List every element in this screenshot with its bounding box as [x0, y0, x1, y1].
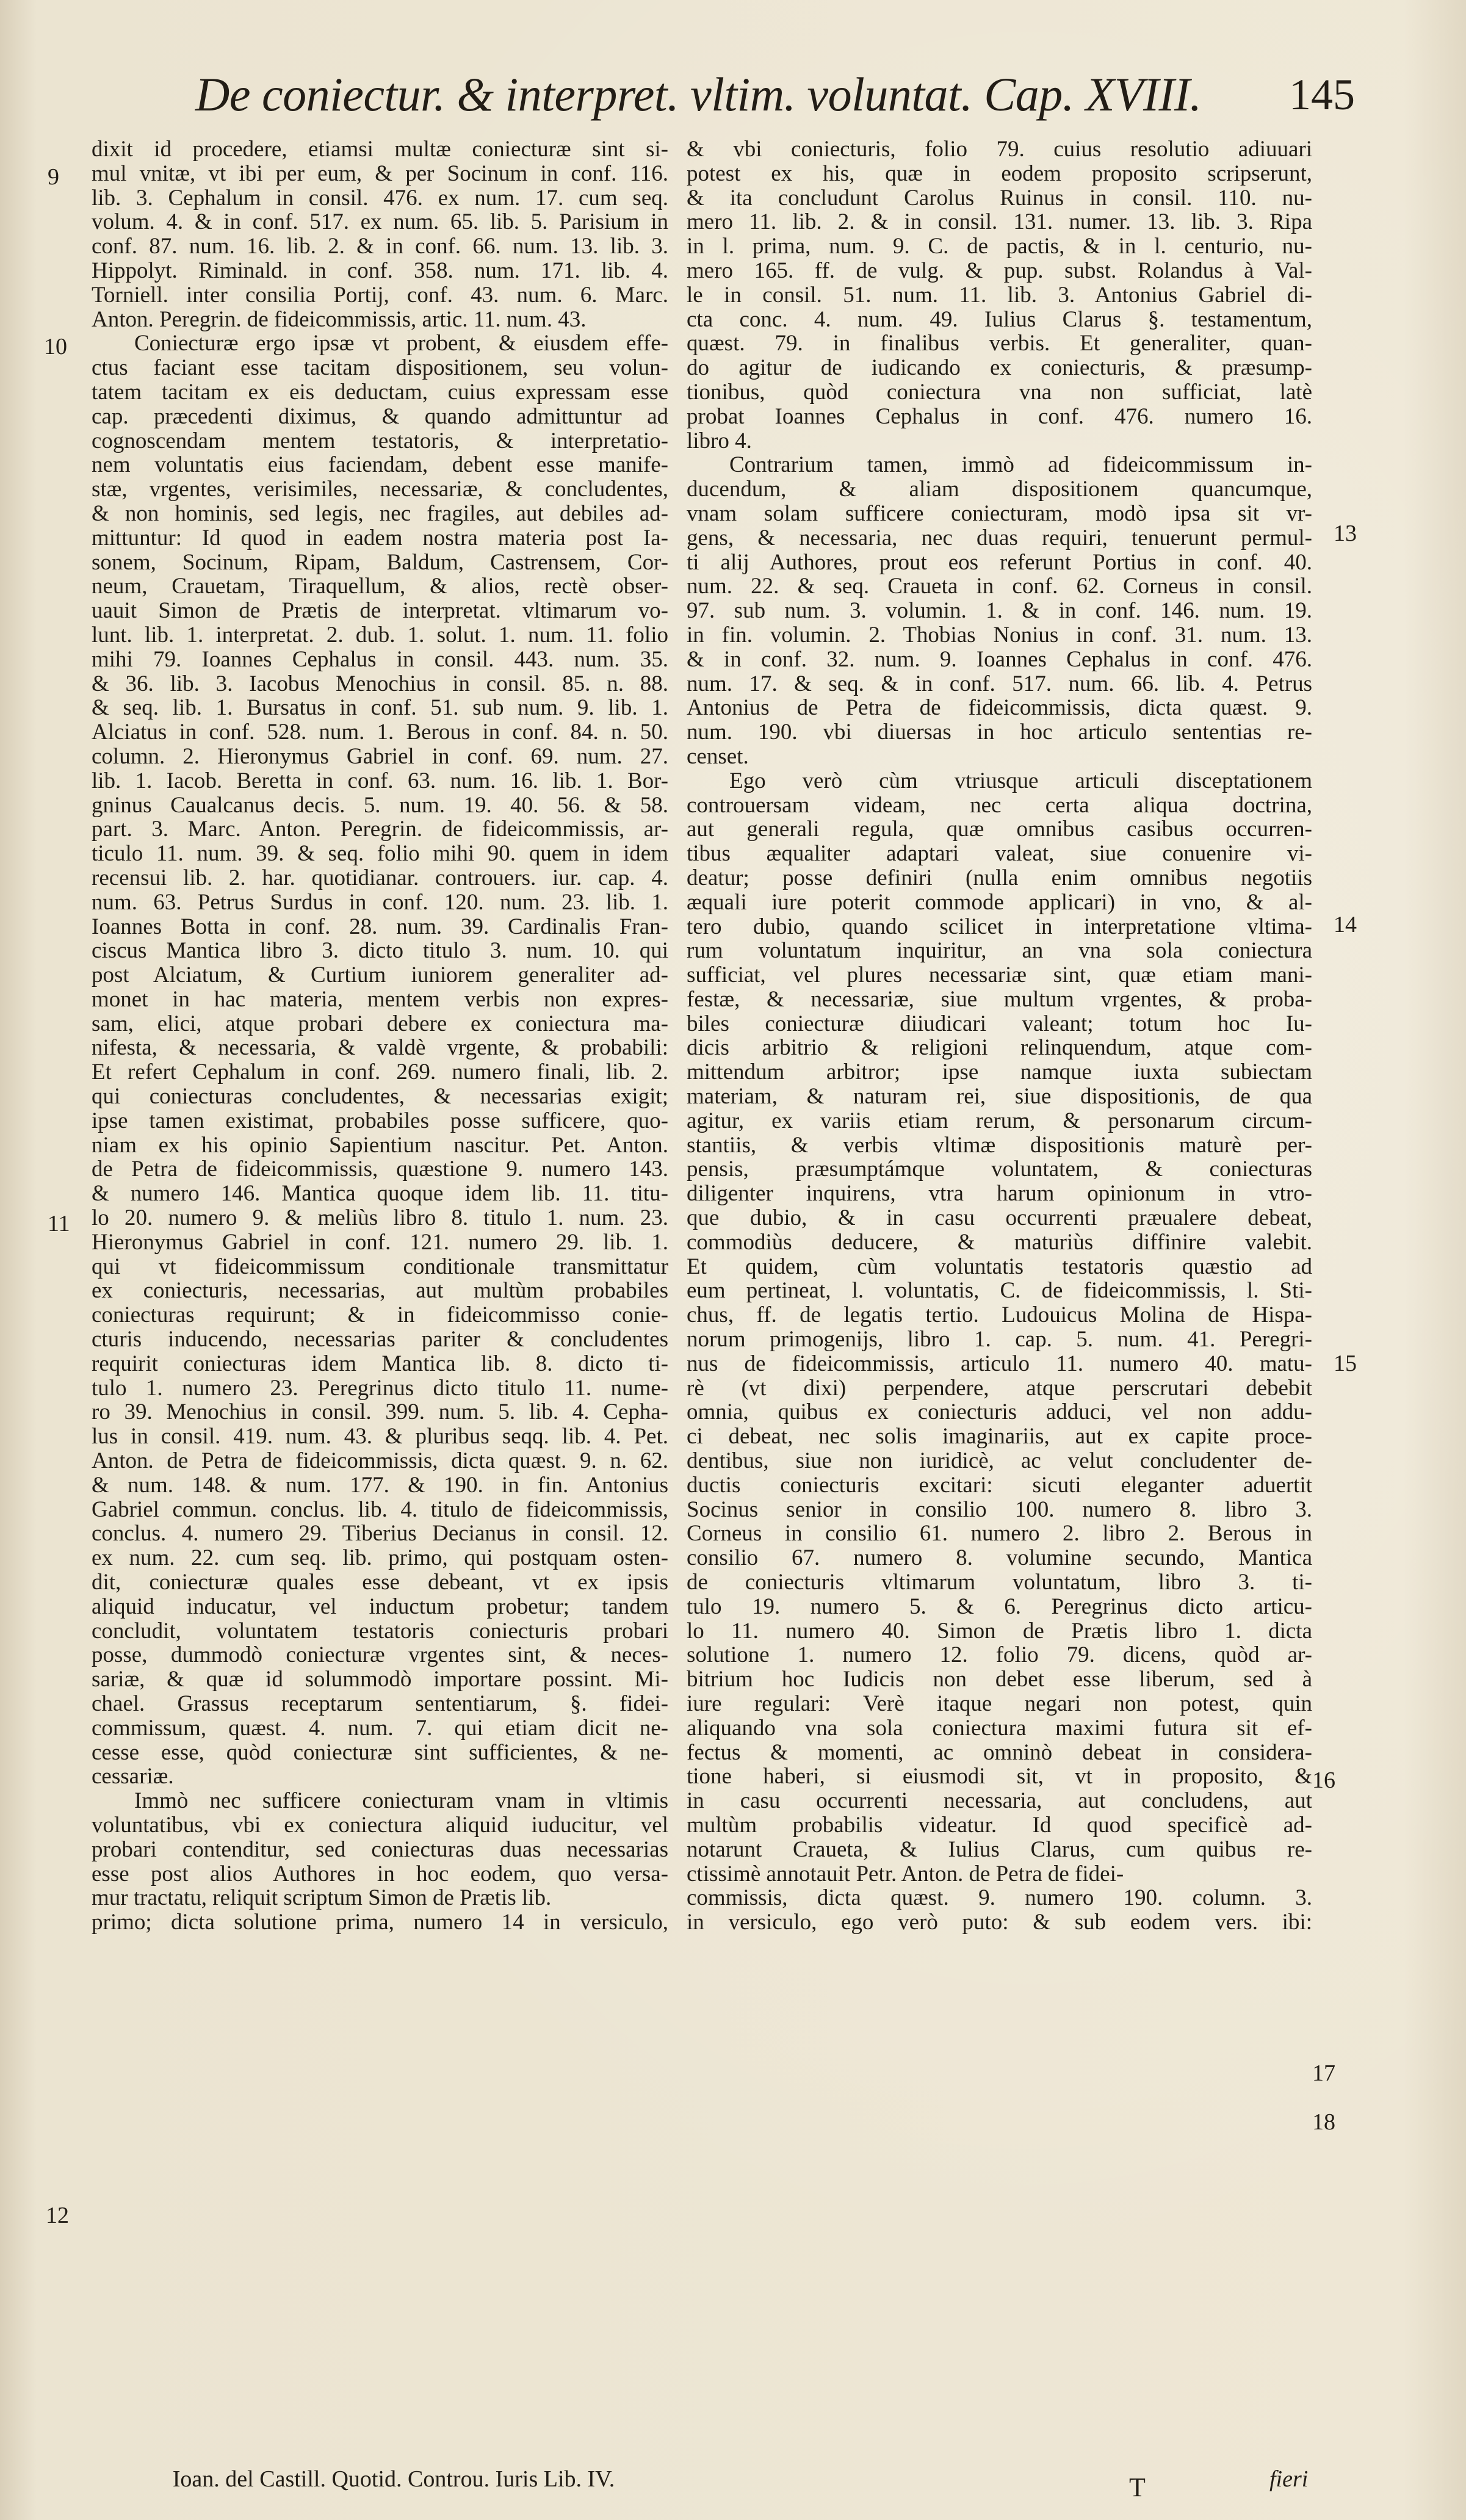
text-line: ex coniecturis, necessarias, aut multùm probabiles [92, 1278, 668, 1304]
text-line: ctissimè annotauit Petr. Anton. de Petra de fidei- [687, 1861, 1124, 1886]
text-line: cap. præcedenti diximus, & quando admittuntur ad [92, 403, 668, 429]
text-line: ex num. 22. cum seq. lib. primo, qui postquam osten- [92, 1545, 668, 1571]
text-line: nifesta, & necessaria, & valdè vrgente, & probabili: [92, 1035, 668, 1061]
text-line: uauit Simon de Prætis de interpretat. vltimarum vo- [92, 598, 668, 624]
catchline: Ioan. del Castill. Quotid. Controu. Iuris Lib. IV. [172, 2466, 615, 2492]
text-line: Ego verò cùm vtriusque articuli disceptationem [729, 768, 1312, 793]
text-line: primo; dicta solutione prima, numero 14 in versiculo, [92, 1910, 668, 1935]
text-line: censet. [687, 743, 749, 769]
text-line: multùm probabilis videatur. Id quod specificè ad- [687, 1812, 1312, 1838]
text-line: mur tractatu, reliquit scriptum Simon de Prætis lib. [92, 1885, 552, 1911]
text-line: le in consil. 51. num. 11. lib. 3. Antonius Gabriel di- [687, 282, 1312, 308]
text-line: Ioannes Botta in conf. 28. num. 39. Cardinalis Fran- [92, 914, 668, 939]
text-line: rum voluntatum inquiritur, an vna sola coniectura [687, 938, 1312, 964]
text-line: cognoscendam mentem testatoris, & interpretatio- [92, 428, 668, 453]
text-line: conf. 87. num. 16. lib. 2. & in conf. 66. num. 13. lib. 3. [92, 234, 668, 259]
text-line: de coniecturis vltimarum voluntatum, libro 3. ti- [687, 1570, 1312, 1595]
text-line: lus in consil. 419. num. 43. & pluribus seqq. lib. 4. Pet. [92, 1424, 668, 1450]
text-line: sam, elici, atque probari debere ex coniectura ma- [92, 1011, 668, 1036]
text-line: dentibus, siue non iuridicè, ac velut concludenter de- [687, 1448, 1312, 1474]
text-line: tero dubio, quando scilicet in interpretatione vltima- [687, 914, 1312, 939]
text-line: Anton. de Petra de fideicommissis, dicta quæst. 9. n. 62. [92, 1448, 668, 1474]
text-line: tulo 1. numero 23. Peregrinus dicto titulo 11. nume- [92, 1375, 668, 1401]
text-line: probari contenditur, sed coniecturas duas necessarias [92, 1836, 668, 1862]
text-line: eum pertineat, l. voluntatis, C. de fideicommissis, l. Sti- [687, 1278, 1312, 1304]
text-line: in fin. volumin. 2. Thobias Nonius in conf. 31. num. 13. [687, 622, 1312, 648]
text-line: stantiis, & verbis vltimæ dispositionis maturè per- [687, 1132, 1312, 1158]
text-line: rè (vt dixi) perpendere, atque perscrutari debebit [687, 1375, 1312, 1401]
text-line: tionibus, quòd coniectura vna non sufficiat, latè [687, 379, 1312, 405]
text-line: recensui lib. 2. har. quotidianar. controuers. iur. cap. 4. [92, 865, 668, 890]
text-line: nus de fideicommissis, articulo 11. numero 40. matu- [687, 1351, 1312, 1376]
text-line: libro 4. [687, 428, 752, 453]
margin-number-9: 9 [48, 164, 59, 190]
text-line: ctus faciant esse tacitam dispositionem, seu volun- [92, 355, 668, 381]
text-line: conclus. 4. numero 29. Tiberius Decianus in consil. 12. [92, 1521, 668, 1547]
text-line: stæ, vrgentes, verisimiles, necessariæ, & concludentes, [92, 477, 668, 502]
text-line: de Petra de fideicommissis, quæstione 9. numero 143. [92, 1157, 668, 1182]
text-line: tulo 19. numero 5. & 6. Peregrinus dicto articu- [687, 1594, 1312, 1619]
text-line: Anton. Peregrin. de fideicommissis, artic. 11. num. 43. [92, 306, 587, 332]
text-line: Torniell. inter consilia Portij, conf. 43. num. 6. Marc. [92, 282, 668, 308]
text-line: ti alij Authores, prout eos referunt Portius in conf. 40. [687, 549, 1312, 575]
text-line: dixit id procedere, etiamsi multæ coniecturæ sint si- [92, 137, 668, 162]
text-line: lib. 1. Iacob. Beretta in conf. 63. num. 16. lib. 1. Bor- [92, 768, 668, 793]
signature-mark: T [1129, 2472, 1146, 2502]
text-line: chus, ff. de legatis tertio. Ludouicus Molina de Hispa- [687, 1302, 1312, 1328]
text-line: coniecturas requirunt; & in fideicommisso conie- [92, 1302, 668, 1328]
text-line: column. 2. Hieronymus Gabriel in conf. 69. num. 27. [92, 743, 668, 769]
text-line: dicis arbitrio & religioni relinquendum, atque com- [687, 1035, 1312, 1061]
text-line: ipse tamen existimat, probabiles posse sufficere, quo- [92, 1108, 668, 1133]
text-line: gninus Caualcanus decis. 5. num. 19. 40. 56. & 58. [92, 792, 668, 818]
text-line: Corneus in consilio 61. numero 2. libro 2. Berous in [687, 1521, 1312, 1547]
text-line: num. 190. vbi diuersas in hoc articulo sententias re- [687, 720, 1312, 745]
text-line: solutione 1. numero 12. folio 79. dicens, quòd ar- [687, 1642, 1312, 1668]
text-line: lo 11. numero 40. Simon de Prætis libro 1. dicta [687, 1618, 1312, 1644]
text-line: sufficiat, vel plures necessariæ sint, quæ etiam mani- [687, 962, 1312, 988]
text-line: Alciatus in conf. 528. num. 1. Berous in conf. 84. n. 50. [92, 720, 668, 745]
text-line: Coniecturæ ergo ipsæ vt probent, & eiusdem effe- [134, 331, 668, 356]
text-line: Socinus senior in consilio 100. numero 8. libro 3. [687, 1496, 1312, 1522]
text-line: do agitur de iudicando ex coniecturis, & præsump- [687, 355, 1312, 381]
text-line: notarunt Craueta, & Iulius Clarus, cum quibus re- [687, 1836, 1312, 1862]
text-line: cta conc. 4. num. 49. Iulius Clarus §. testamentum, [687, 306, 1312, 332]
text-line: tione haberi, si eiusmodi sit, vt in proposito, & [687, 1764, 1312, 1789]
text-line: in casu occurrenti necessaria, aut concludens, aut [687, 1788, 1312, 1814]
text-line: & seq. lib. 1. Bursatus in conf. 51. sub num. 9. lib. 1. [92, 695, 668, 721]
text-line: æquali iure poterit commode applicari) in vno, & al- [687, 889, 1312, 915]
text-line: requirit coniecturas idem Mantica lib. 8. dicto ti- [92, 1351, 668, 1376]
text-line: monet in hac materia, mentem verbis non expres- [92, 986, 668, 1012]
text-line: agitur, ex variis etiam rerum, & personarum circum- [687, 1108, 1312, 1133]
text-line: mihi 79. Ioannes Cephalus in consil. 443. num. 35. [92, 646, 668, 672]
text-line: mittendum arbitror; ipse namque iuxta subiectam [687, 1060, 1312, 1085]
text-line: nem voluntatis eius faciendam, debent esse manife- [92, 452, 668, 478]
margin-number-10: 10 [44, 334, 67, 359]
running-title: De coniectur. & interpret. vltim. voluntat. Cap. XVIII. [195, 68, 1202, 121]
margin-number-11: 11 [48, 1211, 70, 1237]
catchword: fieri [1269, 2466, 1309, 2492]
text-line: cessariæ. [92, 1764, 174, 1789]
text-line: mero 165. ff. de vulg. & pup. subst. Rolandus à Val- [687, 258, 1312, 283]
text-line: que dubio, & in casu occurrenti præualere debeat, [687, 1205, 1312, 1231]
text-line: deatur; posse definiri (nulla enim omnibus negotiis [687, 865, 1312, 890]
margin-number-17: 17 [1312, 2060, 1335, 2086]
text-line: lunt. lib. 1. interpretat. 2. dub. 1. solut. 1. num. 11. folio [92, 622, 668, 648]
margin-number-12: 12 [46, 2203, 69, 2228]
text-line: mero 11. lib. 2. & in consil. 131. numer. 13. lib. 3. Ripa [687, 209, 1312, 235]
text-line: Immò nec sufficere coniecturam vnam in vltimis [134, 1788, 668, 1814]
text-line: aut generali regula, quæ omnibus casibus occurren- [687, 817, 1312, 842]
text-line: Gabriel commun. conclus. lib. 4. titulo de fideicommissis, [92, 1496, 668, 1522]
text-line: cesse esse, quòd coniecturæ sint sufficientes, & ne- [92, 1739, 668, 1765]
text-line: & in conf. 32. num. 9. Ioannes Cephalus in conf. 476. [687, 646, 1312, 672]
text-line: mul vnitæ, vt ibi per eum, & per Socinum in conf. 116. [92, 161, 668, 186]
text-line: fectus & momenti, ac omninò debeat in considera- [687, 1739, 1312, 1765]
text-line: num. 63. Petrus Surdus in conf. 120. num. 23. lib. 1. [92, 889, 668, 915]
text-line: & vbi coniecturis, folio 79. cuius resolutio adiuuari [687, 137, 1312, 162]
text-line: vnam solam sufficere coniecturam, modò ipsa sit vr- [687, 500, 1312, 526]
text-line: sariæ, & quæ id solummodò importare possint. Mi- [92, 1667, 668, 1692]
text-line: chael. Grassus receptarum sententiarum, §. fidei- [92, 1691, 668, 1716]
text-line: post Alciatum, & Curtium iuniorem generaliter ad- [92, 962, 668, 988]
page-header [195, 67, 1355, 134]
text-line: tatem tacitam ex eis deductam, cuius expressam esse [92, 379, 668, 405]
text-line: Hieronymus Gabriel in conf. 121. numero 29. lib. 1. [92, 1229, 668, 1255]
text-line: tibus æqualiter adaptari valeat, siue conuenire vi- [687, 841, 1312, 867]
margin-number-16: 16 [1312, 1767, 1335, 1793]
text-line: commissum, quæst. 4. num. 7. qui etiam dicit ne- [92, 1715, 668, 1741]
text-line: ductis coniecturis excitari: sicuti eleganter aduertit [687, 1472, 1312, 1498]
text-line: quæst. 79. in finalibus verbis. Et generaliter, quan- [687, 331, 1312, 356]
text-line: neum, Crauetam, Tiraquellum, & alios, rectè obser- [92, 574, 668, 599]
text-line: diligenter inquirens, vtra harum opinionum in vtro- [687, 1181, 1312, 1207]
text-line: dit, coniecturæ quales esse debeant, vt ex ipsis [92, 1570, 668, 1595]
text-line: 97. sub num. 3. volumin. 1. & in conf. 146. num. 19. [687, 598, 1312, 624]
text-line: Antonius de Petra de fideicommissis, dicta quæst. 9. [687, 695, 1312, 721]
text-line: ciscus Mantica libro 3. dicto titulo 3. num. 10. qui [92, 938, 668, 964]
text-line: aliquando vna sola coniectura maximi futura sit ef- [687, 1715, 1312, 1741]
text-line: ducendum, & aliam dispositionem quancumque, [687, 477, 1312, 502]
text-line: commissis, dicta quæst. 9. numero 190. column. 3. [687, 1885, 1312, 1911]
text-line: & numero 146. Mantica quoque idem lib. 11. titu- [92, 1181, 668, 1207]
text-line: voluntatibus, vbi ex coniectura aliquid iuducitur, vel [92, 1812, 668, 1838]
text-line: cturis inducendo, necessarias pariter & concludentes [92, 1327, 668, 1352]
text-line: & 36. lib. 3. Iacobus Menochius in consil. 85. n. 88. [92, 671, 668, 696]
text-line: Et quidem, cùm voluntatis testatoris quæstio ad [687, 1254, 1312, 1279]
text-line: mittuntur: Id quod in eadem nostra materia post Ia- [92, 525, 668, 551]
text-line: gens, & necessaria, nec duas requiri, tenuerunt permul- [687, 525, 1312, 551]
text-line: aliquid inducatur, vel inductum probetur; tandem [92, 1594, 668, 1619]
text-line: num. 17. & seq. & in conf. 517. num. 66. lib. 4. Petrus [687, 671, 1312, 696]
text-line: probat Ioannes Cephalus in conf. 476. numero 16. [687, 403, 1312, 429]
text-line: biles coniecturæ diiudicari valeant; totum hoc Iu- [687, 1011, 1312, 1036]
text-line: posse, dummodò coniecturæ vrgentes sint, & neces- [92, 1642, 668, 1668]
text-line: niam ex his opinio Sapientium nascitur. Pet. Anton. [92, 1132, 668, 1158]
text-line: part. 3. Marc. Anton. Peregrin. de fideicommissis, ar- [92, 817, 668, 842]
text-line: esse post alios Authores in hoc eodem, quo versa- [92, 1861, 668, 1886]
text-line: concludit, voluntatem testatoris coniecturis probari [92, 1618, 668, 1644]
text-line: qui coniecturas concludentes, & necessarias exigit; [92, 1084, 668, 1110]
text-line: & non hominis, sed legis, nec fragiles, aut debiles ad- [92, 500, 668, 526]
page-number: 145 [1289, 70, 1355, 119]
text-line: commodiùs deducere, & maturiùs diffinire valebit. [687, 1229, 1312, 1255]
text-line: potest ex his, quæ in eodem proposito scripserunt, [687, 161, 1312, 186]
text-line: iure regulari: Verè itaque negari non potest, quin [687, 1691, 1312, 1716]
text-line: num. 22. & seq. Craueta in conf. 62. Corneus in consil. [687, 574, 1312, 599]
text-line: ro 39. Menochius in consil. 399. num. 5. lib. 4. Cepha- [92, 1399, 668, 1425]
text-line: in l. prima, num. 9. C. de pactis, & in l. centurio, nu- [687, 234, 1312, 259]
text-line: materiam, & naturam rei, siue dispositionis, de qua [687, 1084, 1312, 1110]
text-line: bitrium hoc Iudicis non debet esse liberum, sed à [687, 1667, 1312, 1692]
margin-number-15: 15 [1334, 1351, 1357, 1376]
text-line: ticulo 11. num. 39. & seq. folio mihi 90. quem in idem [92, 841, 668, 867]
text-line: norum primogenijs, libro 1. cap. 5. num. 41. Peregri- [687, 1327, 1312, 1352]
text-line: sonem, Socinum, Ripam, Baldum, Castrensem, Cor- [92, 549, 668, 575]
text-line: Et refert Cephalum in conf. 269. numero finali, lib. 2. [92, 1060, 668, 1085]
text-line: & num. 148. & num. 177. & 190. in fin. Antonius [92, 1472, 668, 1498]
text-line: Contrarium tamen, immò ad fideicommissum in- [729, 452, 1312, 478]
text-line: qui vt fideicommissum conditionale transmittatur [92, 1254, 668, 1279]
text-line: Hippolyt. Riminald. in conf. 358. num. 171. lib. 4. [92, 258, 668, 283]
text-line: lo 20. numero 9. & meliùs libro 8. titulo 1. num. 23. [92, 1205, 668, 1231]
margin-number-13: 13 [1334, 521, 1357, 546]
text-line: festæ, & necessariæ, siue multum vrgentes, & proba- [687, 986, 1312, 1012]
margin-number-14: 14 [1334, 912, 1357, 937]
text-line: in versiculo, ego verò puto: & sub eodem vers. ibi: [687, 1910, 1312, 1935]
text-line: omnia, quibus ex coniecturis adduci, vel non addu- [687, 1399, 1312, 1425]
right-text-column [687, 137, 1312, 1935]
text-line: lib. 3. Cephalum in consil. 476. ex num. 17. cum seq. [92, 185, 668, 211]
text-line: pensis, præsumptámque voluntatem, & coniecturas [687, 1157, 1312, 1182]
text-line: & ita concludunt Carolus Ruinus in consil. 110. nu- [687, 185, 1312, 211]
left-text-column [92, 137, 668, 1935]
text-line: controuersam videam, nec certa aliqua doctrina, [687, 792, 1312, 818]
text-line: volum. 4. & in conf. 517. ex num. 65. lib. 5. Parisium in [92, 209, 668, 235]
margin-number-18: 18 [1312, 2109, 1335, 2135]
text-line: consilio 67. numero 8. volumine secundo, Mantica [687, 1545, 1312, 1571]
text-line: ci debeat, nec solis imaginariis, aut ex capite proce- [687, 1424, 1312, 1450]
